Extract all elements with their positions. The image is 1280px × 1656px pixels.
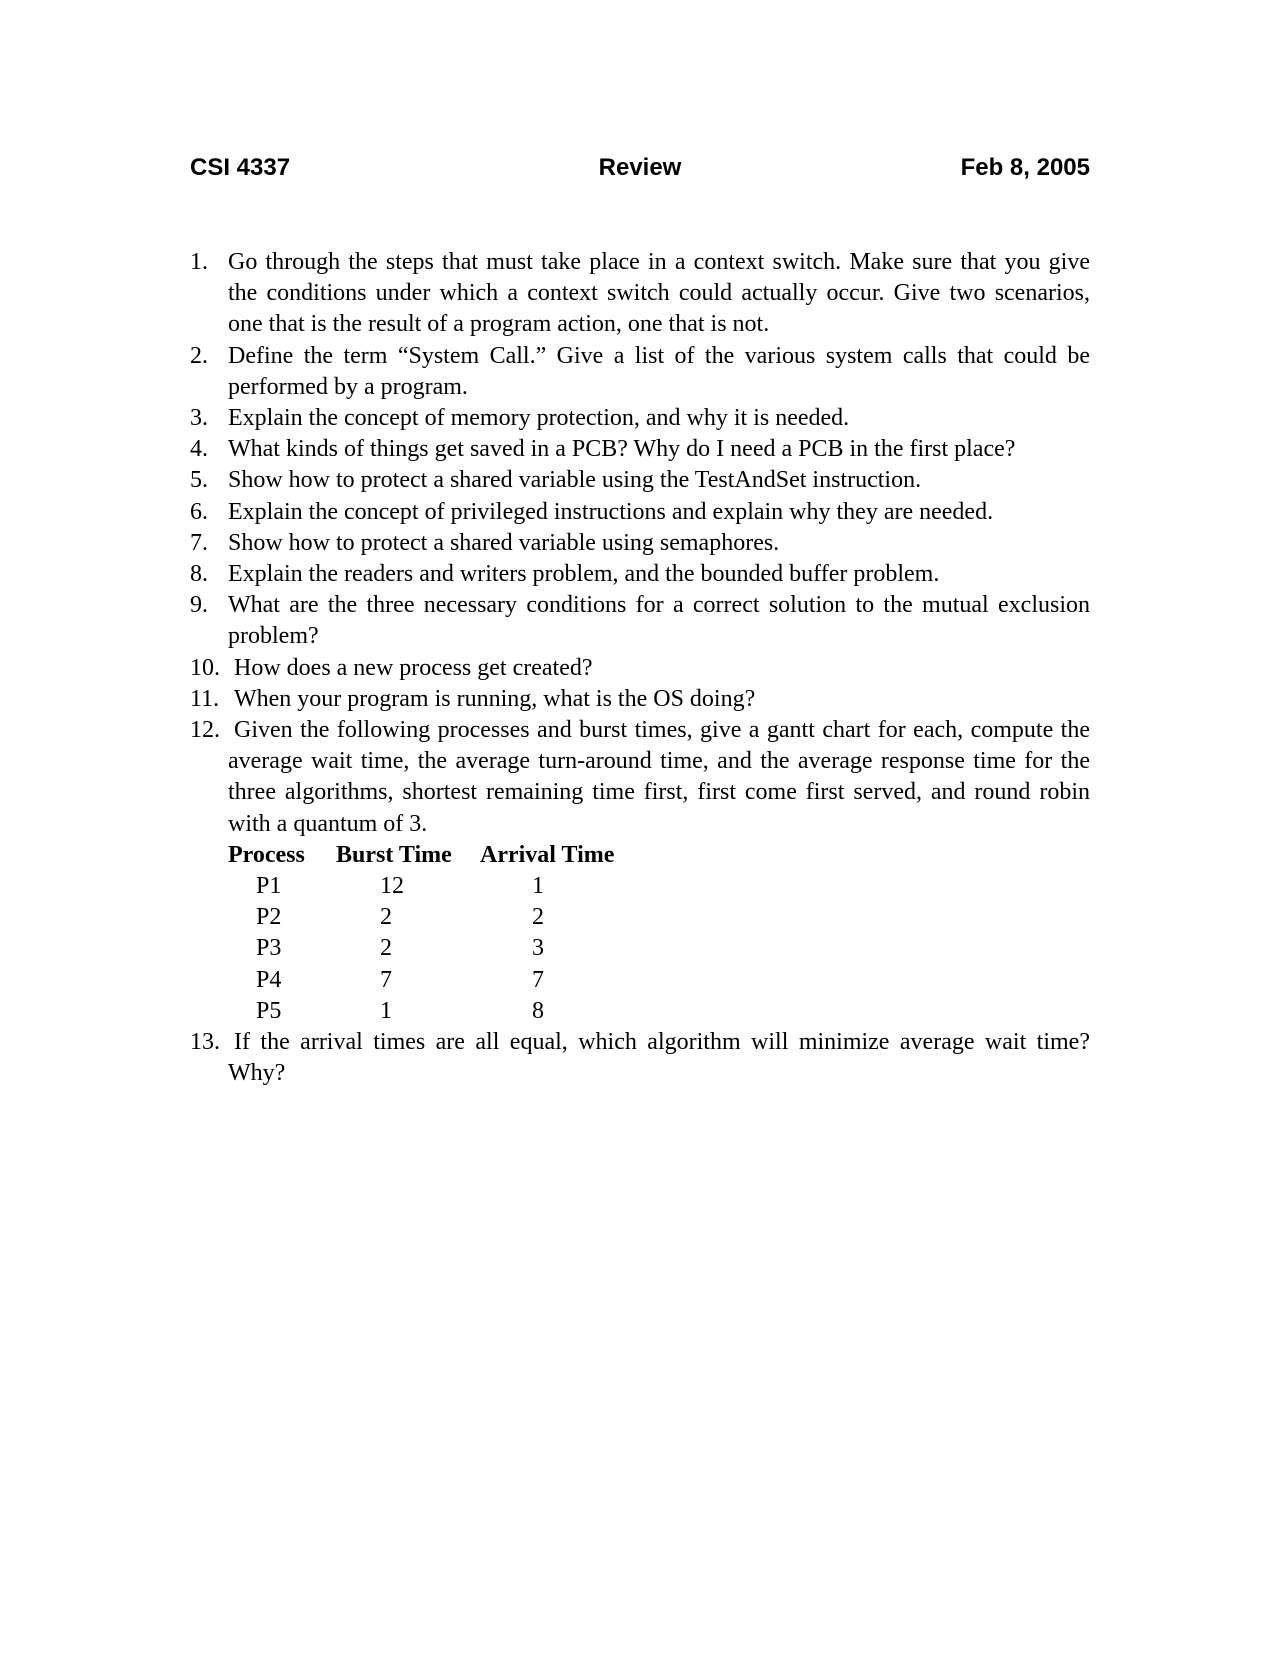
question-item bbox=[190, 715, 1090, 840]
arrival-time-cell: 8 bbox=[532, 997, 544, 1024]
question-number: 2. bbox=[190, 342, 208, 369]
question-item bbox=[190, 1027, 1090, 1089]
question-text: If the arrival times are all equal, which algorithm will minimize average wait time? Why? bbox=[228, 1029, 1090, 1087]
question-text: Show how to protect a shared variable using semaphores. bbox=[228, 529, 780, 556]
burst-time-cell: 12 bbox=[380, 873, 404, 900]
question-number: 11. bbox=[190, 685, 220, 712]
question-text: Explain the concept of memory protection, and why it is needed. bbox=[228, 405, 850, 432]
question-text: What kinds of things get saved in a PCB? Why do I need a PCB in the first place? bbox=[228, 436, 1016, 463]
question-item bbox=[190, 559, 1090, 590]
column-header-burst-time: Burst Time bbox=[336, 841, 452, 868]
question-number: 3. bbox=[190, 405, 208, 432]
page-header bbox=[190, 152, 1090, 184]
column-header-process: Process bbox=[228, 841, 305, 868]
question-list bbox=[190, 247, 1090, 1089]
process-cell: P3 bbox=[256, 935, 282, 962]
process-cell: P1 bbox=[256, 873, 282, 900]
question-item bbox=[190, 653, 1090, 684]
arrival-time-cell: 3 bbox=[532, 935, 544, 962]
process-cell: P4 bbox=[256, 966, 282, 993]
question-number: 4. bbox=[190, 436, 208, 463]
table-row bbox=[228, 902, 614, 933]
question-text: Define the term “System Call.” Give a list of the various system calls that could be performed by a program. bbox=[228, 342, 1090, 400]
question-item bbox=[190, 403, 1090, 434]
burst-time-cell: 1 bbox=[380, 997, 392, 1024]
question-number: 5. bbox=[190, 467, 208, 494]
question-number: 8. bbox=[190, 561, 208, 588]
question-item bbox=[190, 497, 1090, 528]
process-cell: P5 bbox=[256, 997, 282, 1024]
question-item bbox=[190, 590, 1090, 652]
arrival-time-cell: 2 bbox=[532, 904, 544, 931]
arrival-time-cell: 7 bbox=[532, 966, 544, 993]
process-table bbox=[228, 840, 614, 1027]
question-text: Go through the steps that must take place in a context switch. Make sure that you give the conditions under which a context switch could actually occur. Give two scenarios, one that is the result of a program action, one that is not. bbox=[228, 249, 1090, 338]
process-cell: P2 bbox=[256, 904, 282, 931]
question-item bbox=[190, 434, 1090, 465]
question-text: What are the three necessary conditions for a correct solution to the mutual exclusion problem? bbox=[228, 592, 1090, 650]
question-item bbox=[190, 247, 1090, 341]
table-row bbox=[228, 965, 614, 996]
question-text: Explain the concept of privileged instructions and explain why they are needed. bbox=[228, 498, 994, 525]
question-number: 9. bbox=[190, 592, 208, 619]
question-item bbox=[190, 465, 1090, 496]
question-item bbox=[190, 528, 1090, 559]
burst-time-cell: 2 bbox=[380, 904, 392, 931]
table-header-row bbox=[228, 840, 614, 871]
page-title: Review bbox=[598, 154, 682, 181]
question-text: Given the following processes and burst times, give a gantt chart for each, compute the average wait time, the average turn-around time, and the average response time for the three algorithms, shortest remaining time first, first come first served, and round robin with a quantum of 3. bbox=[228, 717, 1090, 837]
column-header-arrival-time: Arrival Time bbox=[480, 841, 615, 868]
question-item bbox=[190, 341, 1090, 403]
question-text: Explain the readers and writers problem, and the bounded buffer problem. bbox=[228, 561, 940, 588]
question-text: When your program is running, what is the OS doing? bbox=[234, 685, 756, 712]
question-number: 10. bbox=[190, 654, 220, 681]
table-row bbox=[228, 871, 614, 902]
question-number: 1. bbox=[190, 249, 208, 275]
question-number: 6. bbox=[190, 498, 208, 525]
question-text: Show how to protect a shared variable using the TestAndSet instruction. bbox=[228, 467, 922, 494]
question-item bbox=[190, 684, 1090, 715]
course-code: CSI 4337 bbox=[190, 154, 291, 181]
question-number: 13. bbox=[190, 1029, 220, 1056]
arrival-time-cell: 1 bbox=[532, 873, 544, 900]
table-row bbox=[228, 996, 614, 1027]
table-row bbox=[228, 933, 614, 964]
header-date: Feb 8, 2005 bbox=[960, 154, 1090, 181]
burst-time-cell: 2 bbox=[380, 935, 392, 962]
question-number: 12. bbox=[190, 717, 220, 744]
burst-time-cell: 7 bbox=[380, 966, 392, 993]
question-number: 7. bbox=[190, 529, 208, 556]
question-text: How does a new process get created? bbox=[234, 654, 593, 681]
